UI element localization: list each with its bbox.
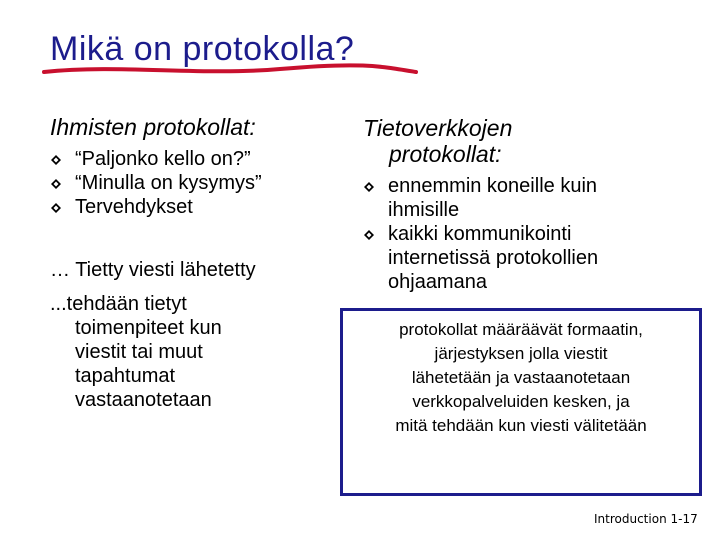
definition-line: mitä tehdään kun viesti välitetään <box>395 416 647 435</box>
bullet-text: “Minulla on kysymys” <box>75 172 262 194</box>
paragraph-line: viestit tai muut <box>75 341 203 363</box>
heading-line: protokollat: <box>389 141 502 167</box>
bullet-line: ihmisille <box>388 199 460 221</box>
left-paragraph-1: … Tietty viesti lähetetty <box>50 259 256 281</box>
bullet-line: ennemmin koneille kuin <box>388 175 598 197</box>
definition-box <box>340 308 702 496</box>
slide-title: Mikä on protokolla? <box>50 30 355 68</box>
bullet-text: “Paljonko kello on?” <box>75 148 251 170</box>
definition-line: järjestyksen jolla viestit <box>434 344 608 363</box>
paragraph-line: ...tehdään tietyt <box>50 293 187 315</box>
title-underline-swoosh <box>40 60 420 80</box>
right-bullet-list <box>363 174 708 294</box>
left-column-heading: Ihmisten protokollat: <box>50 114 256 140</box>
bullet-line: internetissä protokollien <box>388 247 599 269</box>
paragraph-line: toimenpiteet kun <box>75 317 222 339</box>
slide-footer: Introduction 1-17 <box>594 512 698 526</box>
right-column-heading <box>363 115 512 167</box>
definition-line: verkkopalveluiden kesken, ja <box>412 392 630 411</box>
bullet-line: kaikki kommunikointi <box>388 223 572 245</box>
paragraph-line: vastaanotetaan <box>75 389 212 411</box>
left-bullet-list <box>50 147 340 219</box>
bullet-text: Tervehdykset <box>75 196 193 218</box>
diamond-bullet-icon <box>50 154 62 166</box>
diamond-bullet-icon <box>363 229 375 241</box>
diamond-bullet-icon <box>50 178 62 190</box>
list-item <box>50 195 340 219</box>
definition-text <box>343 318 699 438</box>
definition-line: protokollat määräävät formaatin, <box>399 320 643 339</box>
list-item <box>363 222 708 294</box>
definition-line: lähetetään ja vastaanotetaan <box>411 368 631 387</box>
paragraph-line: tapahtumat <box>75 365 176 387</box>
list-item <box>363 174 708 222</box>
list-item <box>50 171 340 195</box>
list-item <box>50 147 340 171</box>
left-paragraph-2 <box>50 292 340 412</box>
diamond-bullet-icon <box>363 181 375 193</box>
bullet-line: ohjaamana <box>388 271 487 293</box>
diamond-bullet-icon <box>50 202 62 214</box>
heading-line: Tietoverkkojen <box>363 115 513 141</box>
